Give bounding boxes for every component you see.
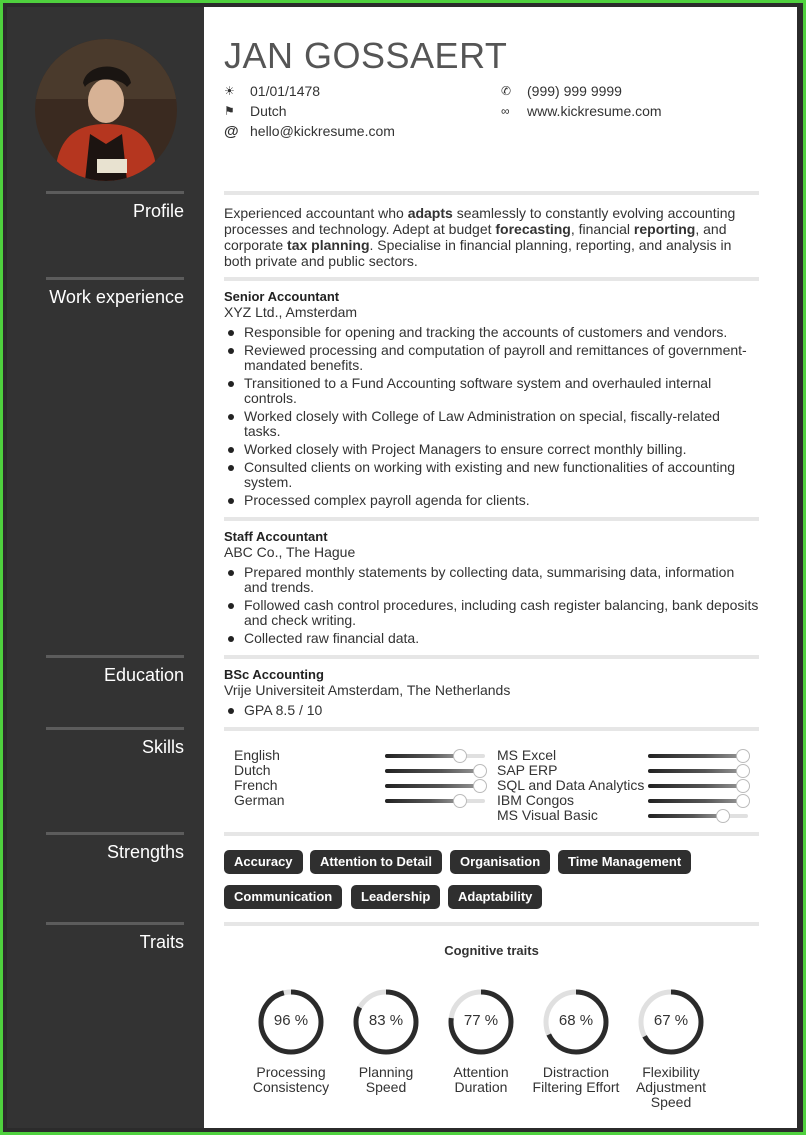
job-organization: ABC Co., The Hague: [224, 544, 356, 560]
skill-name: IBM Congos: [497, 792, 575, 808]
strength-tag: Organisation: [450, 850, 550, 874]
trait-label: Distraction Filtering Effort: [532, 1064, 620, 1095]
list-item: Responsible for opening and tracking the accounts of customers and vendors.: [224, 325, 759, 340]
skill-level-fill: [385, 754, 460, 758]
phone-text[interactable]: (999) 999 9999: [527, 83, 622, 99]
list-item: GPA 8.5 / 10: [224, 703, 759, 718]
divider: [224, 832, 759, 836]
divider: [224, 517, 759, 521]
skill-level-knob: [736, 794, 750, 808]
skill-name: SAP ERP: [497, 762, 558, 778]
strength-tag: Accuracy: [224, 850, 303, 874]
skill-level-bar: [385, 769, 485, 773]
trait-label: Planning Speed: [358, 1064, 414, 1095]
birthdate-text: 01/01/1478: [250, 83, 321, 99]
trait-value: 67 %: [653, 1012, 689, 1029]
divider: [224, 191, 759, 195]
skill-level-bar: [385, 799, 485, 803]
section-label-strengths: Strengths: [46, 832, 184, 863]
job-title: Staff Accountant: [224, 529, 328, 544]
skill-level-bar: [648, 784, 748, 788]
section-label-education: Education: [46, 655, 184, 686]
traits-title: Cognitive traits: [444, 943, 539, 958]
strength-tag: Time Management: [558, 850, 691, 874]
link-icon: ∞: [501, 104, 510, 118]
education-school: Vrije Universiteit Amsterdam, The Netherlands: [224, 682, 511, 698]
skill-level-knob: [453, 794, 467, 808]
skill-name: SQL and Data Analytics: [497, 777, 645, 793]
strength-tag: Leadership: [351, 885, 440, 909]
list-item: Followed cash control procedures, including cash register balancing, bank deposits and check writing.: [224, 598, 759, 628]
education-degree: BSc Accounting: [224, 667, 324, 682]
skill-level-fill: [385, 769, 480, 773]
job-title: Senior Accountant: [224, 289, 340, 304]
trait-value: 68 %: [558, 1012, 594, 1029]
avatar: [35, 39, 177, 181]
strength-tag: Adaptability: [448, 885, 542, 909]
strength-tag: Attention to Detail: [310, 850, 442, 874]
email-text[interactable]: hello@kickresume.com: [250, 123, 395, 139]
strength-tag: Communication: [224, 885, 342, 909]
divider: [224, 277, 759, 281]
contact-birthdate: [224, 82, 320, 100]
skill-level-fill: [648, 799, 743, 803]
resume-page: [7, 7, 797, 1128]
skill-level-fill: [648, 754, 743, 758]
trait-item: [341, 987, 431, 1095]
job-bullets: [224, 325, 759, 511]
trait-label: Processing Consistency: [252, 1064, 330, 1095]
trait-item: [626, 987, 716, 1110]
section-label-traits: Traits: [46, 922, 184, 953]
contact-email[interactable]: [224, 122, 395, 140]
list-item: Prepared monthly statements by collecting data, summarising data, information and trends.: [224, 565, 759, 595]
skill-level-knob: [716, 809, 730, 823]
contact-website[interactable]: [501, 102, 662, 120]
skill-level-fill: [648, 784, 743, 788]
education-bullets: [224, 703, 759, 721]
skill-level-bar: [385, 754, 485, 758]
skill-level-bar: [648, 769, 748, 773]
trait-value: 96 %: [273, 1012, 309, 1029]
sidebar: [7, 7, 204, 1128]
job-organization: XYZ Ltd., Amsterdam: [224, 304, 358, 320]
contact-phone[interactable]: [501, 82, 622, 100]
list-item: Processed complex payroll agenda for clients.: [224, 493, 759, 508]
list-item: Consulted clients on working with existing and new functionalities of accounting system.: [224, 460, 759, 490]
list-item: Worked closely with College of Law Administration on special, fiscally-related tasks.: [224, 409, 759, 439]
at-icon: @: [224, 122, 239, 140]
trait-item: [436, 987, 526, 1095]
phone-icon: ✆: [501, 84, 512, 98]
section-label-skills: Skills: [46, 727, 184, 758]
trait-label: Attention Duration: [453, 1064, 509, 1095]
skill-name: English: [234, 747, 280, 763]
website-text[interactable]: www.kickresume.com: [527, 103, 662, 119]
list-item: Reviewed processing and computation of payroll and remittances of government-mandated benefits.: [224, 343, 759, 373]
section-label-profile: Profile: [46, 191, 184, 222]
skill-level-knob: [473, 764, 487, 778]
sun-icon: ☀: [224, 84, 235, 98]
skill-level-knob: [473, 779, 487, 793]
skill-level-fill: [648, 769, 743, 773]
trait-value: 77 %: [463, 1012, 499, 1029]
skill-level-fill: [648, 814, 723, 818]
flag-icon: ⚑: [224, 104, 235, 118]
skill-level-knob: [736, 779, 750, 793]
list-item: Collected raw financial data.: [224, 631, 759, 646]
skill-level-bar: [648, 814, 748, 818]
list-item: Worked closely with Project Managers to ensure correct monthly billing.: [224, 442, 759, 457]
section-label-work-experience: Work experience: [46, 277, 184, 308]
list-item: Transitioned to a Fund Accounting software system and overhauled internal controls.: [224, 376, 759, 406]
skill-level-knob: [736, 749, 750, 763]
skill-level-knob: [736, 764, 750, 778]
skill-level-fill: [385, 799, 460, 803]
skill-name: Dutch: [234, 762, 271, 778]
trait-item: [246, 987, 336, 1095]
divider: [224, 727, 759, 731]
job-bullets: [224, 565, 759, 649]
nationality-text: Dutch: [250, 103, 287, 119]
profile-summary: Experienced accountant who adapts seamlessly to constantly evolving accounting processes and technology. Adept at budget forecasting, financial reporting, and corporate tax planning. Specialise in financial planning, reporting, and analysis in both private and public sectors.: [224, 205, 736, 269]
trait-item: [531, 987, 621, 1095]
skill-level-bar: [648, 799, 748, 803]
skill-level-fill: [385, 784, 480, 788]
skill-name: German: [234, 792, 285, 808]
skill-name: MS Visual Basic: [497, 807, 598, 823]
skill-name: MS Excel: [497, 747, 557, 763]
divider: [224, 922, 759, 926]
skill-level-bar: [648, 754, 748, 758]
divider: [224, 655, 759, 659]
skill-level-knob: [453, 749, 467, 763]
person-name: JAN GOSSAERT: [224, 35, 508, 76]
trait-label: Flexibility Adjustment Speed: [635, 1064, 707, 1110]
skill-level-bar: [385, 784, 485, 788]
contact-nationality: [224, 102, 287, 120]
trait-value: 83 %: [368, 1012, 404, 1029]
skill-name: French: [234, 777, 278, 793]
